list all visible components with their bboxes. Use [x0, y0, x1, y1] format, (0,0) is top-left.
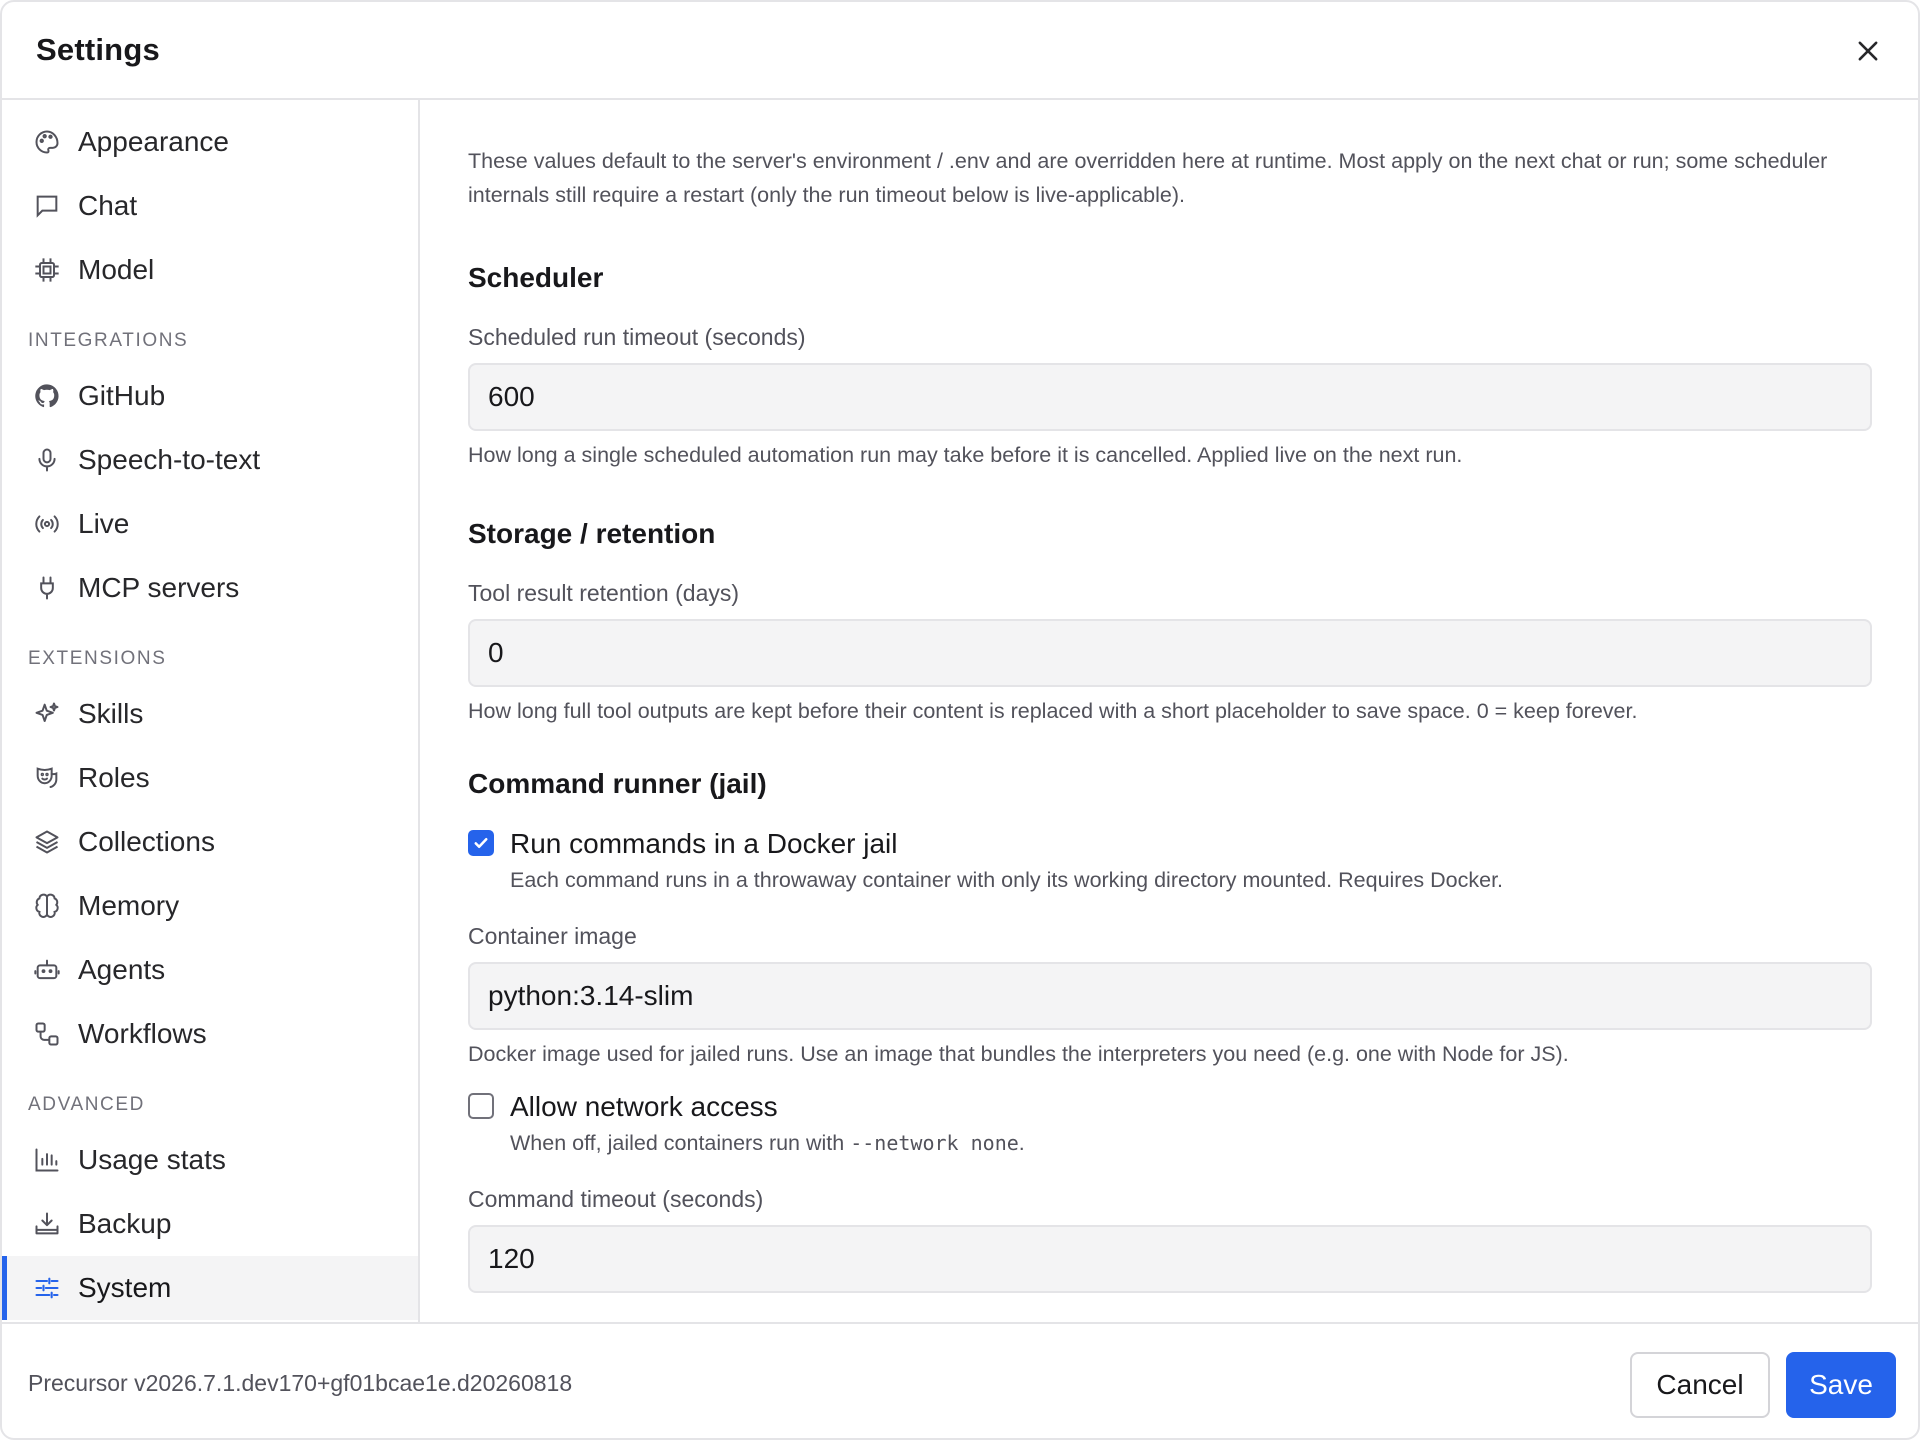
- chip-icon: [32, 255, 62, 285]
- sidebar-item-label: Live: [78, 508, 130, 539]
- sidebar-section-integrations: INTEGRATIONS: [28, 330, 189, 351]
- sidebar-item-label: Skills: [78, 698, 144, 729]
- retention-value: 0: [488, 637, 504, 668]
- command-timeout-input[interactable]: [468, 1225, 1872, 1293]
- sidebar-item-label: MCP servers: [78, 572, 240, 603]
- plug-icon: [32, 573, 62, 603]
- theater-mask-icon: [32, 763, 62, 793]
- sidebar-item-mcp-servers[interactable]: [2, 556, 418, 620]
- cancel-button[interactable]: Cancel: [1630, 1352, 1770, 1418]
- sidebar-item-label: Backup: [78, 1208, 172, 1239]
- sidebar-item-label: Roles: [78, 762, 150, 793]
- sidebar-item-system[interactable]: [2, 1256, 418, 1320]
- docker-jail-description: Each command runs in a throwaway container with only its working directory mounted. Requires Docker.: [510, 868, 1504, 892]
- sidebar-item-workflows[interactable]: [2, 1002, 418, 1066]
- network-access-checkbox[interactable]: [468, 1093, 494, 1119]
- command-timeout-label: Command timeout (seconds): [468, 1186, 764, 1212]
- retention-input[interactable]: [468, 619, 1872, 687]
- network-access-row: [468, 1091, 1872, 1156]
- sparkles-icon: [32, 699, 62, 729]
- network-desc-suffix: .: [1018, 1131, 1025, 1155]
- network-desc-prefix: When off, jailed containers run with: [510, 1131, 851, 1155]
- sidebar-item-backup[interactable]: [2, 1192, 418, 1256]
- run-timeout-hint: How long a single scheduled automation run may take before it is cancelled. Applied live on the next run.: [468, 443, 1463, 467]
- save-button[interactable]: Save: [1786, 1352, 1896, 1418]
- container-image-hint: Docker image used for jailed runs. Use an image that bundles the interpreters you need (e.g. one with Node for JS).: [468, 1042, 1569, 1066]
- sidebar-item-label: GitHub: [78, 380, 166, 411]
- run-timeout-value: 600: [488, 381, 535, 412]
- sidebar-item-appearance[interactable]: [2, 110, 418, 174]
- sliders-icon: [32, 1273, 62, 1303]
- docker-jail-row: [468, 828, 1872, 893]
- dialog-footer: [2, 1322, 1920, 1440]
- close-button[interactable]: [1848, 31, 1888, 71]
- broadcast-icon: [32, 509, 62, 539]
- github-icon: [32, 381, 62, 411]
- retention-label: Tool result retention (days): [468, 580, 740, 606]
- sidebar-item-label: Model: [78, 254, 155, 285]
- bar-chart-icon: [32, 1145, 62, 1175]
- download-tray-icon: [32, 1209, 62, 1239]
- container-image-value: python:3.14-slim: [488, 980, 694, 1011]
- network-access-description: [510, 1131, 1025, 1156]
- run-timeout-input[interactable]: [468, 363, 1872, 431]
- dialog-header: [2, 2, 1920, 100]
- section-title-scheduler: Scheduler: [468, 262, 604, 293]
- retention-hint: How long full tool outputs are kept before their content is replaced with a short placeholder to save space. 0 = keep forever.: [468, 699, 1638, 723]
- brain-icon: [32, 891, 62, 921]
- container-image-input[interactable]: [468, 962, 1872, 1030]
- container-image-label: Container image: [468, 923, 637, 949]
- layers-icon: [32, 827, 62, 857]
- sidebar-item-usage-stats[interactable]: [2, 1128, 418, 1192]
- sidebar-item-roles[interactable]: [2, 746, 418, 810]
- sidebar-section-extensions: EXTENSIONS: [28, 648, 167, 669]
- run-timeout-label: Scheduled run timeout (seconds): [468, 324, 806, 350]
- sidebar-item-collections[interactable]: [2, 810, 418, 874]
- close-icon: [1854, 37, 1882, 65]
- network-access-label[interactable]: Allow network access: [510, 1091, 778, 1122]
- workflow-icon: [32, 1019, 62, 1049]
- command-timeout-value: 120: [488, 1243, 535, 1274]
- sidebar-item-label: Memory: [78, 890, 180, 921]
- docker-jail-label[interactable]: Run commands in a Docker jail: [510, 828, 898, 859]
- docker-jail-checkbox[interactable]: [468, 830, 494, 856]
- sidebar-item-label: Collections: [78, 826, 215, 857]
- dialog-title: Settings: [36, 32, 160, 67]
- sidebar-item-skills[interactable]: [2, 682, 418, 746]
- microphone-icon: [32, 445, 62, 475]
- chat-bubble-icon: [32, 191, 62, 221]
- sidebar-section-advanced: ADVANCED: [28, 1094, 145, 1115]
- robot-icon: [32, 955, 62, 985]
- sidebar-item-chat[interactable]: [2, 174, 418, 238]
- sidebar-item-label: System: [78, 1272, 172, 1303]
- sidebar-item-label: Chat: [78, 190, 138, 221]
- sidebar-item-memory[interactable]: [2, 874, 418, 938]
- settings-sidebar: [2, 100, 420, 1322]
- checkmark-icon: [472, 834, 490, 852]
- version-text: Precursor v2026.7.1.dev170+gf01bcae1e.d20260818: [28, 1369, 573, 1396]
- sidebar-item-speech-to-text[interactable]: [2, 428, 418, 492]
- section-title-command-runner: Command runner (jail): [468, 768, 767, 799]
- sidebar-item-label: Speech-to-text: [78, 444, 261, 475]
- sidebar-item-github[interactable]: [2, 364, 418, 428]
- sidebar-item-label: Workflows: [78, 1018, 207, 1049]
- intro-text: These values default to the server's environment / .env and are overridden here at runtime. Most apply on the next chat or run; some scheduler internals still require a restart (only the run timeout below is live-applicable).: [468, 149, 1828, 207]
- sidebar-item-label: Appearance: [78, 126, 230, 157]
- palette-icon: [32, 127, 62, 157]
- network-desc-code: --network none: [850, 1131, 1019, 1155]
- sidebar-item-label: Usage stats: [78, 1144, 226, 1175]
- settings-content: [422, 100, 1920, 1322]
- sidebar-item-label: Agents: [78, 954, 166, 985]
- sidebar-item-agents[interactable]: [2, 938, 418, 1002]
- sidebar-item-live[interactable]: [2, 492, 418, 556]
- section-title-storage: Storage / retention: [468, 518, 716, 549]
- sidebar-item-model[interactable]: [2, 238, 418, 302]
